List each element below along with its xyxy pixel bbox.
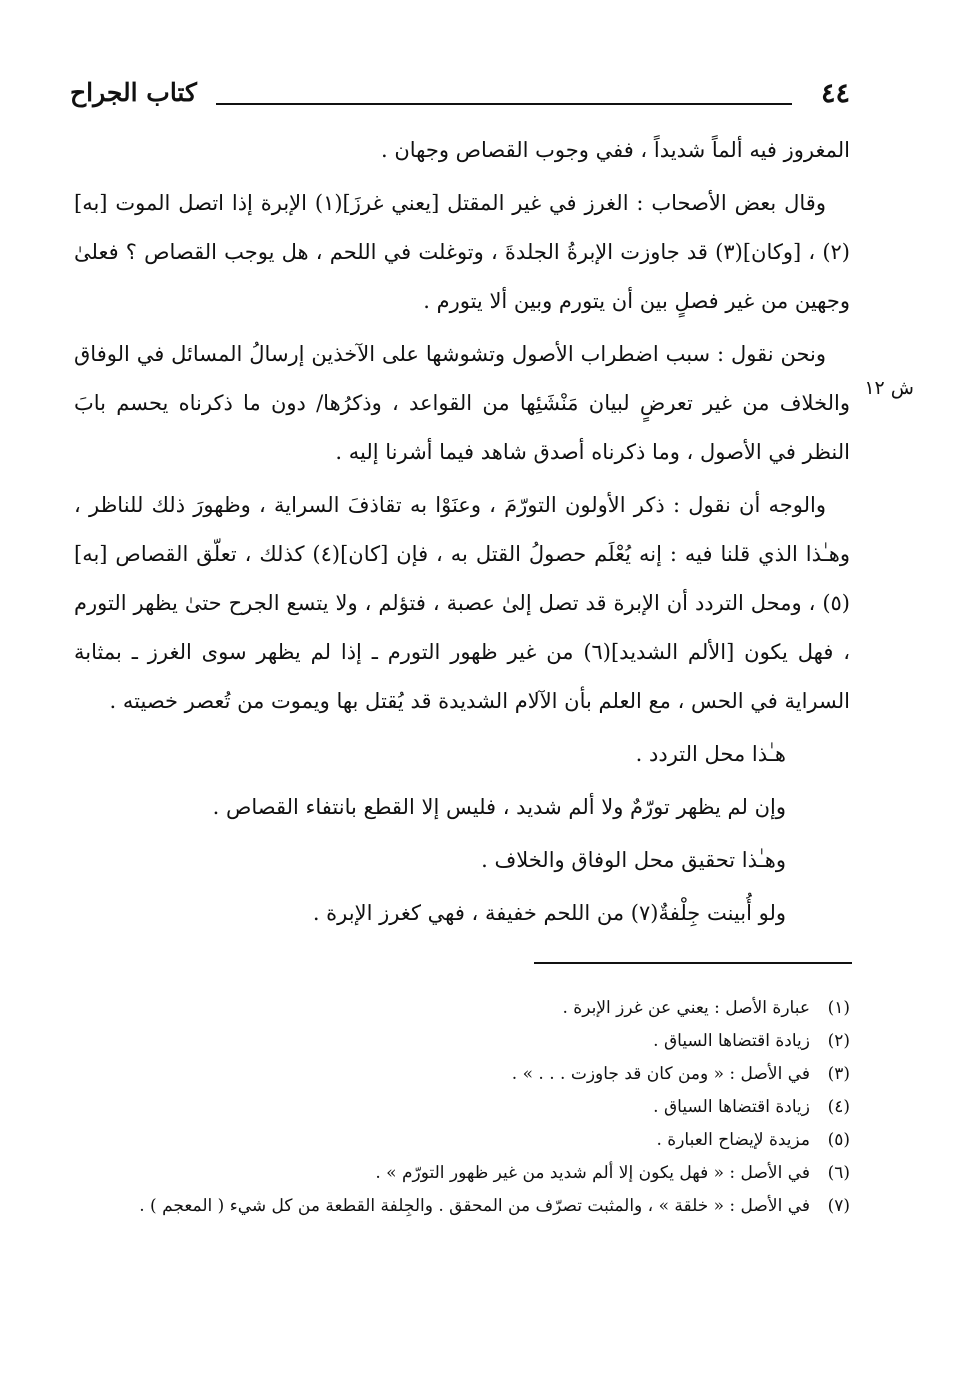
- footnote-text: في الأصل : « خلقة » ، والمثبت تصرّف من المحقق . والجِلفة القطعة من كل شيء ( المعجم ) .: [139, 1196, 810, 1216]
- paragraph: والوجه أن نقول : ذكر الأولون التورّمَ ، وعنَوْا به تقاذفَ السراية ، وظهورَ ذلك للناظر ، وهـٰذا الذي قلنا فيه : إنه يُعْلَم حصولُ القتل به ، فإن [كان](٤) كذلك ، تعلّق القصاص [به](٥) ، ومحل التردد أن الإبرة قد تصل إلىٰ عصبة ، فتؤلم ، ولا يتسع الجرح حتىٰ يظهر التورم ، فهل يكون [الألم الشديد](٦) من غير ظهور التورم ـ إذا لم يظهر سوى الغرز ـ بمثابة السراية في الحس ، مع العلم بأن الآلام الشديدة قد يُقتل بها ويموت من تُعصر خصيته .: [74, 493, 851, 713]
- book-title: كتاب الجراح: [70, 78, 197, 107]
- footnote-text: زيادة اقتضاها السياق .: [653, 1097, 810, 1117]
- footnote-number: (٢): [827, 1031, 850, 1051]
- footnote: [70, 1190, 850, 1223]
- footnote: [70, 1124, 850, 1157]
- footnote: [70, 992, 850, 1025]
- main-text: [74, 126, 850, 942]
- paragraph: وهـٰذا تحقيق محل الوفاق والخلاف .: [481, 848, 786, 872]
- footnote-number: (٧): [827, 1196, 850, 1216]
- footnote-number: (٣): [827, 1064, 850, 1084]
- page-number: ٤٤: [820, 78, 850, 109]
- footnote-number: (٥): [827, 1130, 850, 1150]
- manuscript-folio-note: ش ١٢: [864, 377, 914, 399]
- footnotes: [70, 992, 850, 1223]
- footnote-text: عبارة الأصل : يعني عن غرز الإبرة .: [562, 998, 810, 1018]
- footnote: [70, 1058, 850, 1091]
- footnote-text: في الأصل : « ومن كان قد جاوزت . . . » .: [511, 1064, 810, 1084]
- paragraph: ولو أُبينت جِلْفةٌ(٧) من اللحم خفيفة ، فهي كغرز الإبرة .: [312, 901, 786, 925]
- footnote: [70, 1025, 850, 1058]
- footnote-text: في الأصل : « فهل يكون إلا ألم شديد من غير ظهور التورّم » .: [375, 1163, 810, 1183]
- footnote-separator: [534, 962, 852, 964]
- page-header: [70, 78, 850, 118]
- footnote: [70, 1091, 850, 1124]
- footnote-text: مزيدة لإيضاح العبارة .: [656, 1130, 810, 1150]
- paragraph: وقال بعض الأصحاب : الغرز في غير المقتل [يعني غرزَ](١) الإبرة إذا اتصل الموت [به](٢) ، [وكان](٣) قد جاوزت الإبرةُ الجلدةَ ، وتوغلت في اللحم ، هل يوجب القصاص ؟ فعلىٰ وجهين من غير فصلٍ بين أن يتورم وبين ألا يتورم .: [74, 191, 850, 313]
- paragraph: المغروز فيه ألماً شديداً ، ففي وجوب القصاص وجهان .: [380, 138, 850, 162]
- footnote: [70, 1157, 850, 1190]
- footnote-number: (١): [827, 998, 850, 1018]
- footnote-text: زيادة اقتضاها السياق .: [653, 1031, 810, 1051]
- footnote-number: (٤): [827, 1097, 850, 1117]
- footnote-number: (٦): [827, 1163, 850, 1183]
- paragraph: ونحن نقول : سبب اضطراب الأصول وتشوشها على الآخذين إرسالُ المسائل في الوفاق والخلاف من غير تعرضٍ لبيان مَنْشَئِها من القواعد ، وذكرُها/ دون ما ذكرناه يحسم بابَ النظر في الأصول ، وما ذكرناه أصدق شاهد فيما أشرنا إليه .: [74, 342, 850, 464]
- paragraph: هـٰذا محل التردد .: [635, 742, 786, 766]
- header-rule: [216, 103, 792, 105]
- paragraph: وإن لم يظهر تورّمٌ ولا ألم شديد ، فليس إلا القطع بانتفاء القصاص .: [212, 795, 786, 819]
